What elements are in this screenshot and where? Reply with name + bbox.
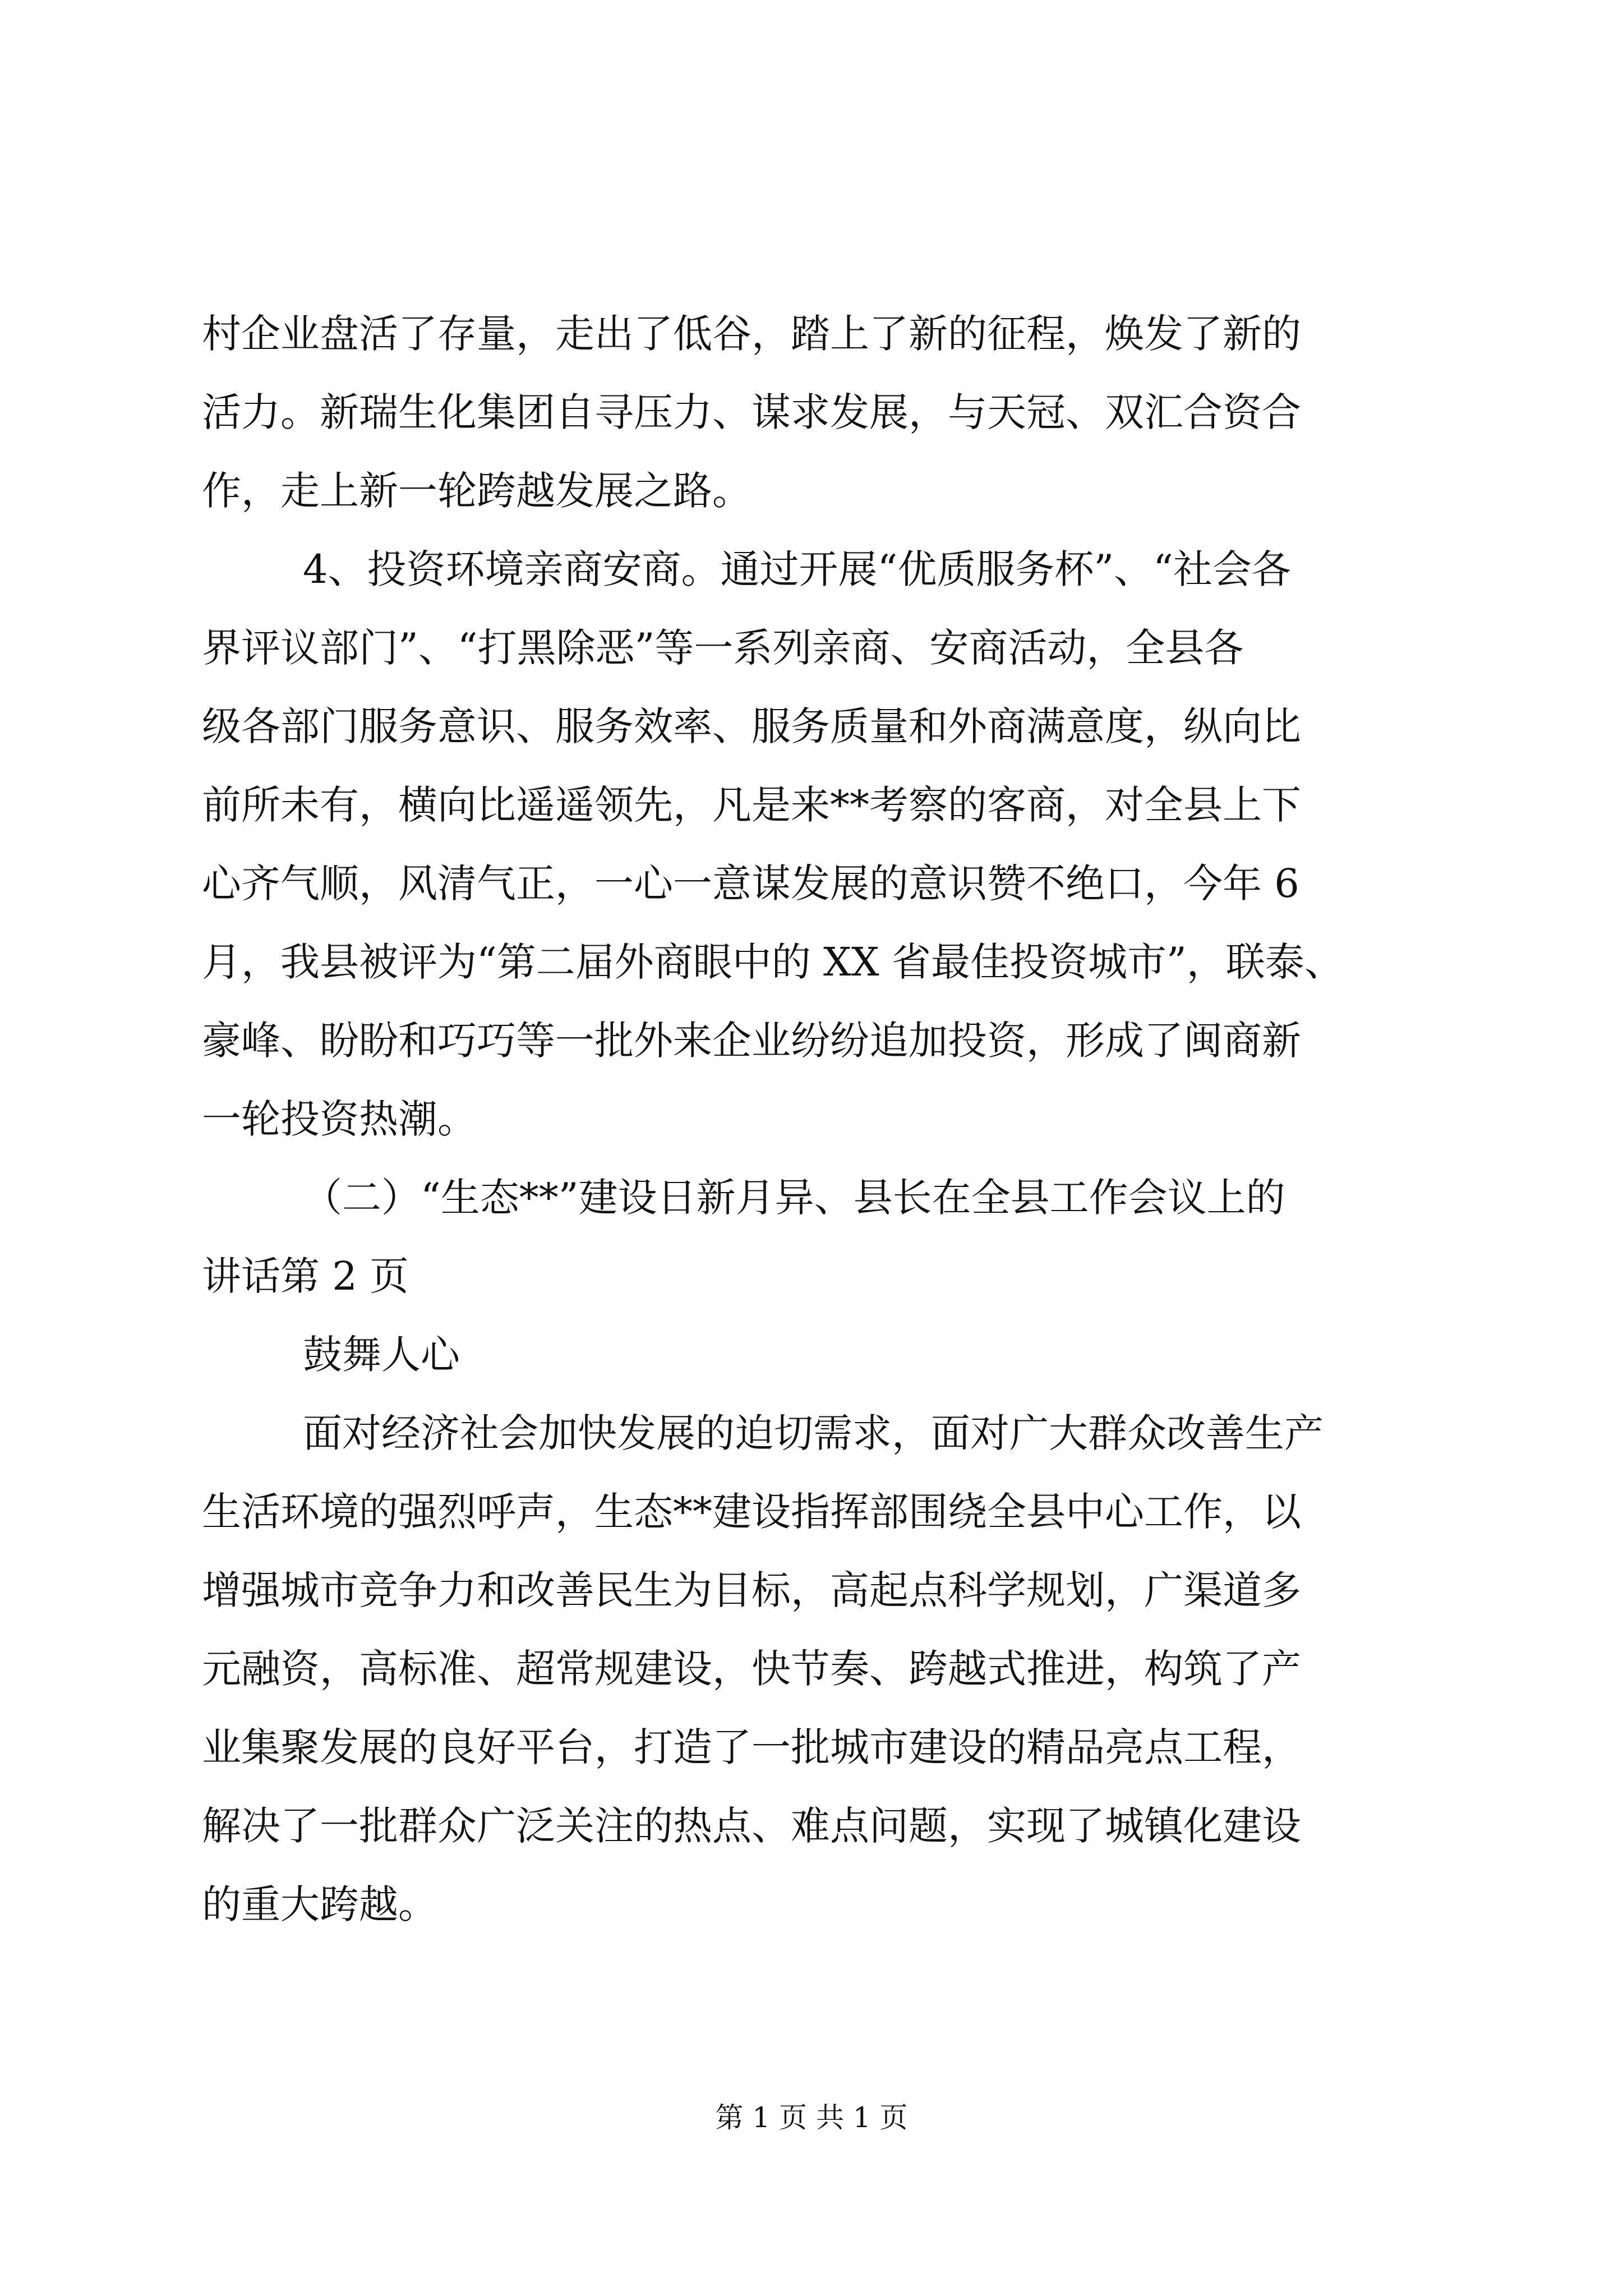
text-line: 心齐气顺，风清气正，一心一意谋发展的意识赞不绝口，今年 6 <box>202 861 1299 907</box>
text-line: 前所未有，横向比遥遥领先，凡是来**考察的客商，对全县上下 <box>202 782 1301 828</box>
text-line: 界评议部门”、“打黑除恶”等一系列亲商、安商活动，全县各 <box>202 625 1244 671</box>
text-line: 豪峰、盼盼和巧巧等一批外来企业纷纷追加投资，形成了闽商新 <box>202 1018 1301 1064</box>
text-line: 面对经济社会加快发展的迫切需求，面对广大群众改善生产 <box>303 1410 1324 1456</box>
text-line: 村企业盘活了存量，走出了低谷，踏上了新的征程，焕发了新的 <box>202 311 1301 357</box>
text-line: 4、投资环境亲商安商。通过开展“优质服务杯”、“社会各 <box>303 546 1291 592</box>
text-line: 生活环境的强烈呼声，生态**建设指挥部围绕全县中心工作，以 <box>202 1489 1301 1535</box>
subheading: 鼓舞人心 <box>303 1332 460 1378</box>
text-line: 的重大跨越。 <box>202 1881 437 1927</box>
section-heading-continuation: 讲话第 2 页 <box>202 1253 409 1299</box>
text-line: 元融资，高标准、超常规建设，快节奏、跨越式推进，构筑了产 <box>202 1646 1301 1692</box>
text-line: 一轮投资热潮。 <box>202 1096 477 1142</box>
text-line: 月，我县被评为“第二届外商眼中的 XX 省最佳投资城市”，联泰、 <box>202 939 1344 985</box>
section-heading: （二）“生态**”建设日新月异、县长在全县工作会议上的 <box>303 1175 1285 1221</box>
text-line: 解决了一批群众广泛关注的热点、难点问题，实现了城镇化建设 <box>202 1803 1301 1849</box>
page-footer: 第 1 页 共 1 页 <box>715 2101 908 2134</box>
text-line: 业集聚发展的良好平台，打造了一批城市建设的精品亮点工程， <box>202 1724 1301 1770</box>
text-line: 活力。新瑞生化集团自寻压力、谋求发展，与天冠、双汇合资合 <box>202 389 1301 435</box>
text-line: 增强城市竞争力和改善民生为目标，高起点科学规划，广渠道多 <box>202 1567 1301 1613</box>
text-line: 级各部门服务意识、服务效率、服务质量和外商满意度，纵向比 <box>202 703 1301 749</box>
text-line: 作，走上新一轮跨越发展之路。 <box>202 468 751 514</box>
